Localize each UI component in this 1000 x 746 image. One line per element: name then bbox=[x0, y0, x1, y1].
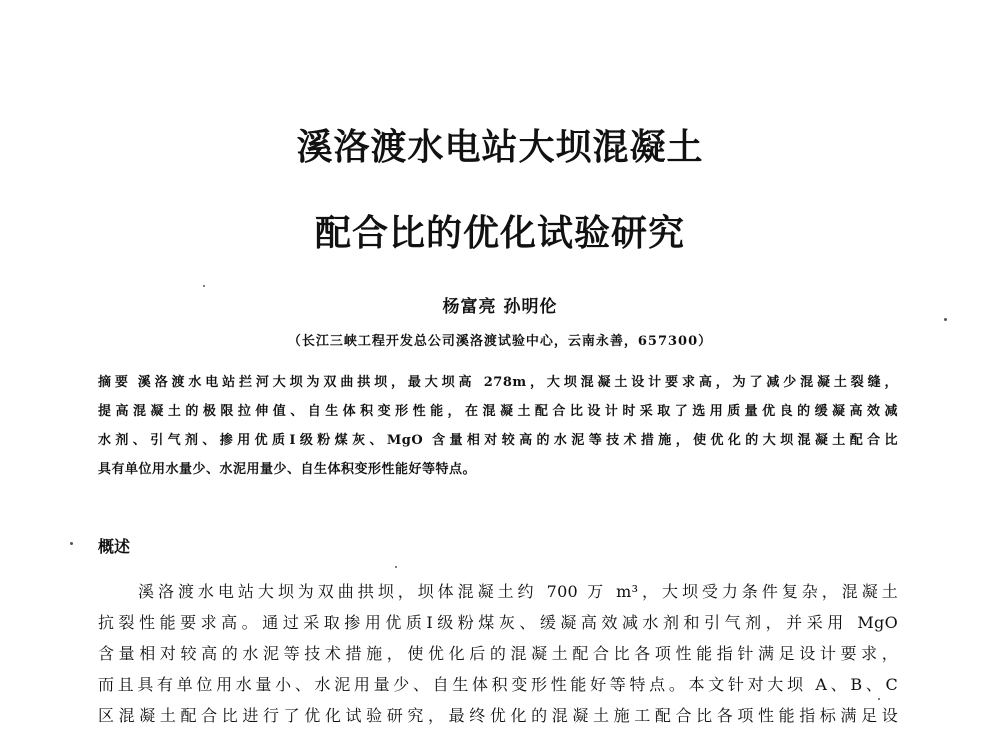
scan-speck bbox=[70, 542, 73, 545]
body-line: 抗裂性能要求高。通过采取掺用优质Ⅰ级粉煤灰、缓凝高效减水剂和引气剂，并采用 MgO bbox=[98, 613, 898, 632]
abstract-text: 溪洛渡水电站拦河大坝为双曲拱坝，最大坝高 278m，大坝混凝土设计要求高，为了减少混凝土裂缝， bbox=[137, 375, 898, 390]
abstract-line: 提高混凝土的极限拉伸值、自生体积变形性能，在混凝土配合比设计时采取了选用质量优良的缓凝高效减 bbox=[98, 404, 898, 419]
body-line: 区混凝土配合比进行了优化试验研究，最终优化的混凝土施工配合比各项性能指标满足设 bbox=[98, 706, 898, 725]
paper-title-line-1: 溪洛渡水电站大坝混凝土 bbox=[296, 127, 704, 168]
body-line: 而且具有单位用水量小、水泥用量少、自生体积变形性能好等特点。本文针对大坝 A、B、C bbox=[98, 675, 898, 694]
abstract-block bbox=[98, 368, 898, 484]
scan-speck bbox=[944, 318, 947, 321]
scan-speck bbox=[878, 698, 880, 700]
abstract-line: 水剂、引气剂、掺用优质Ⅰ级粉煤灰、MgO 含量相对较高的水泥等技术措施，使优化的大坝混凝土配合比 bbox=[98, 433, 898, 448]
abstract-label: 摘要 bbox=[98, 375, 132, 390]
scan-speck bbox=[395, 566, 397, 568]
body-line: 溪洛渡水电站大坝为双曲拱坝，坝体混凝土约 700 万 m³，大坝受力条件复杂，混凝土 bbox=[138, 582, 898, 601]
body-line: 含量相对较高的水泥等技术措施，使优化后的混凝土配合比各项性能指针满足设计要求， bbox=[98, 644, 898, 663]
author-list: 杨富亮 孙明伦 bbox=[442, 297, 558, 317]
author-affiliation: （长江三峡工程开发总公司溪洛渡试验中心，云南永善，657300） bbox=[287, 334, 713, 349]
abstract-line bbox=[98, 368, 898, 397]
section-heading: 概述 bbox=[98, 537, 131, 556]
paper-title-line-2: 配合比的优化试验研究 bbox=[314, 213, 685, 254]
body-paragraph bbox=[98, 576, 898, 731]
scan-speck bbox=[203, 285, 205, 287]
abstract-line: 具有单位用水量少、水泥用量少、自生体积变形性能好等特点。 bbox=[98, 462, 477, 477]
